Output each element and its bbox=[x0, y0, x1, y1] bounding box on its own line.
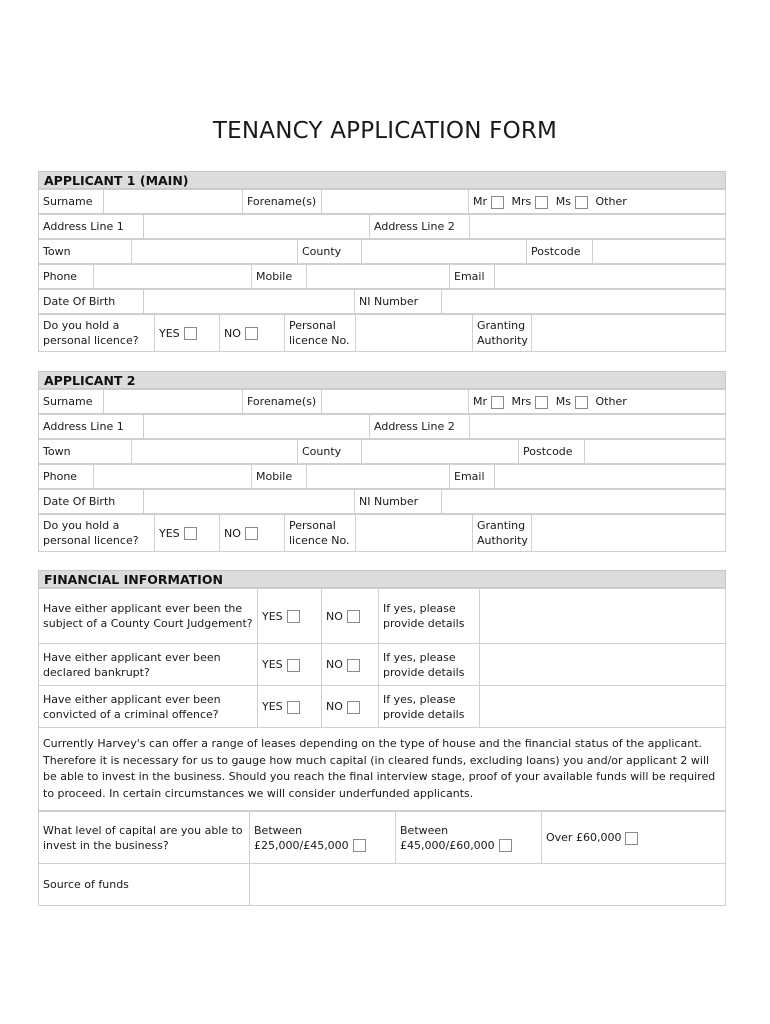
licence-yes bbox=[155, 315, 220, 352]
yes-checkbox[interactable] bbox=[287, 659, 300, 672]
licence-no-label bbox=[285, 315, 356, 352]
financial-questions-table bbox=[38, 588, 726, 811]
ccj-yes bbox=[258, 589, 322, 644]
town-input[interactable] bbox=[132, 240, 298, 264]
option-3-checkbox[interactable] bbox=[625, 832, 638, 845]
county-input[interactable] bbox=[362, 240, 527, 264]
forenames-input[interactable] bbox=[322, 390, 469, 414]
ccj-no bbox=[322, 589, 379, 644]
address2-label: Address Line 2 bbox=[370, 215, 470, 239]
mrs-checkbox[interactable] bbox=[535, 396, 548, 409]
option-2-line1: Between bbox=[400, 823, 449, 837]
mobile-input[interactable] bbox=[307, 265, 450, 289]
granting-line2: Authority bbox=[477, 534, 528, 547]
licence-yes bbox=[155, 515, 220, 552]
mobile-label: Mobile bbox=[252, 465, 307, 489]
licence-no-input[interactable] bbox=[356, 515, 473, 552]
yes-checkbox[interactable] bbox=[184, 327, 197, 340]
address2-input[interactable] bbox=[470, 415, 726, 439]
criminal-question: Have either applicant ever been convicted of a criminal offence? bbox=[39, 686, 258, 728]
section-heading: APPLICANT 2 bbox=[38, 371, 726, 389]
ms-label: Ms bbox=[555, 195, 571, 208]
email-input[interactable] bbox=[495, 265, 726, 289]
no-label: NO bbox=[326, 658, 343, 671]
section-heading: APPLICANT 1 (MAIN) bbox=[38, 171, 726, 189]
option-1-line2: £25,000/£45,000 bbox=[254, 838, 349, 852]
mr-label: Mr bbox=[473, 195, 488, 208]
capital-option-2 bbox=[396, 812, 542, 864]
licence-question-line1: Do you hold a bbox=[43, 519, 120, 532]
details-line2: provide details bbox=[383, 665, 465, 679]
no-checkbox[interactable] bbox=[347, 610, 360, 623]
address2-input[interactable] bbox=[470, 215, 726, 239]
bankrupt-question: Have either applicant ever been declared bankrupt? bbox=[39, 644, 258, 686]
postcode-label: Postcode bbox=[527, 240, 593, 264]
yes-label: YES bbox=[262, 609, 283, 623]
yes-label: YES bbox=[159, 326, 180, 340]
postcode-input[interactable] bbox=[585, 440, 726, 464]
applicant-2-section bbox=[38, 371, 726, 552]
postcode-label: Postcode bbox=[519, 440, 585, 464]
bankrupt-no bbox=[322, 644, 379, 686]
licence-question bbox=[39, 315, 155, 352]
mr-label: Mr bbox=[473, 395, 488, 408]
details-line2: provide details bbox=[383, 707, 465, 721]
granting-input[interactable] bbox=[532, 315, 726, 352]
other-label: Other bbox=[595, 395, 627, 408]
licence-question-line2: personal licence? bbox=[43, 534, 139, 547]
no-checkbox[interactable] bbox=[245, 527, 258, 540]
yes-checkbox[interactable] bbox=[184, 527, 197, 540]
email-input[interactable] bbox=[495, 465, 726, 489]
dob-input[interactable] bbox=[144, 490, 355, 514]
phone-label: Phone bbox=[39, 465, 94, 489]
other-label: Other bbox=[595, 195, 627, 208]
capital-option-1 bbox=[250, 812, 396, 864]
no-label: NO bbox=[224, 326, 241, 340]
town-input[interactable] bbox=[132, 440, 298, 464]
applicant-1-section bbox=[38, 171, 726, 352]
surname-label: Surname bbox=[39, 190, 104, 214]
mr-checkbox[interactable] bbox=[491, 196, 504, 209]
granting-label bbox=[473, 515, 532, 552]
surname-input[interactable] bbox=[104, 390, 243, 414]
bankrupt-details-label bbox=[379, 644, 480, 686]
surname-label: Surname bbox=[39, 390, 104, 414]
postcode-input[interactable] bbox=[593, 240, 726, 264]
yes-checkbox[interactable] bbox=[287, 610, 300, 623]
phone-input[interactable] bbox=[94, 465, 252, 489]
address1-label: Address Line 1 bbox=[39, 415, 144, 439]
granting-input[interactable] bbox=[532, 515, 726, 552]
option-2-line2: £45,000/£60,000 bbox=[400, 838, 495, 852]
option-1-checkbox[interactable] bbox=[353, 839, 366, 852]
granting-label bbox=[473, 315, 532, 352]
yes-checkbox[interactable] bbox=[287, 701, 300, 714]
forenames-label: Forename(s) bbox=[243, 190, 322, 214]
mrs-label: Mrs bbox=[511, 195, 532, 208]
applicant-2-table bbox=[38, 389, 726, 552]
licence-question-line2: personal licence? bbox=[43, 334, 139, 347]
source-funds-label: Source of funds bbox=[39, 864, 250, 906]
granting-line1: Granting bbox=[477, 519, 526, 532]
address1-input[interactable] bbox=[144, 415, 370, 439]
granting-line1: Granting bbox=[477, 319, 526, 332]
no-label: NO bbox=[224, 526, 241, 540]
ccj-details-label bbox=[379, 589, 480, 644]
town-label: Town bbox=[39, 440, 132, 464]
ccj-details-input[interactable] bbox=[480, 589, 726, 644]
applicant-1-table bbox=[38, 189, 726, 352]
licence-no-line1: Personal bbox=[289, 519, 336, 532]
dob-label: Date Of Birth bbox=[39, 290, 144, 314]
option-3-label: Over £60,000 bbox=[546, 831, 622, 844]
details-line1: If yes, please bbox=[383, 602, 456, 615]
licence-no-line2: licence No. bbox=[289, 534, 350, 547]
ms-checkbox[interactable] bbox=[575, 196, 588, 209]
capital-option-3 bbox=[542, 812, 726, 864]
phone-label: Phone bbox=[39, 265, 94, 289]
mobile-input[interactable] bbox=[307, 465, 450, 489]
county-label: County bbox=[298, 240, 362, 264]
no-label: NO bbox=[326, 609, 343, 623]
email-label: Email bbox=[450, 265, 495, 289]
capital-paragraph: Currently Harvey's can offer a range of leases depending on the type of house and the financial status of the applicant. Therefore it is necessary for us to gauge how much capital (in cleared funds, excluding loans) you and/or applicant 2 will be able to invest in the business. Should you reach the final interview stage, proof of your available funds will be required to proceed. In certain circumstances we will consider underfunded applicants. bbox=[39, 728, 726, 811]
licence-no bbox=[220, 515, 285, 552]
mrs-checkbox[interactable] bbox=[535, 196, 548, 209]
capital-table bbox=[38, 811, 726, 906]
ni-label: NI Number bbox=[355, 490, 442, 514]
licence-no-line2: licence No. bbox=[289, 334, 350, 347]
option-1-line1: Between bbox=[254, 823, 303, 837]
details-line1: If yes, please bbox=[383, 650, 456, 664]
criminal-no bbox=[322, 686, 379, 728]
mobile-label: Mobile bbox=[252, 265, 307, 289]
section-heading: FINANCIAL INFORMATION bbox=[38, 570, 726, 588]
source-funds-input[interactable] bbox=[250, 864, 726, 906]
dob-label: Date Of Birth bbox=[39, 490, 144, 514]
yes-label: YES bbox=[262, 700, 283, 713]
ccj-question: Have either applicant ever been the subject of a County Court Judgement? bbox=[39, 589, 258, 644]
title-options bbox=[469, 190, 726, 214]
details-line1: If yes, please bbox=[383, 692, 456, 706]
licence-no bbox=[220, 315, 285, 352]
mrs-label: Mrs bbox=[511, 395, 532, 408]
ms-label: Ms bbox=[555, 395, 571, 408]
forenames-label: Forename(s) bbox=[243, 390, 322, 414]
forenames-input[interactable] bbox=[322, 190, 469, 214]
no-label: NO bbox=[326, 700, 343, 713]
page-title: TENANCY APPLICATION FORM bbox=[212, 118, 558, 144]
ni-input[interactable] bbox=[442, 290, 726, 314]
licence-no-line1: Personal bbox=[289, 319, 336, 332]
criminal-details-input[interactable] bbox=[480, 686, 726, 728]
ni-label: NI Number bbox=[355, 290, 442, 314]
county-input[interactable] bbox=[362, 440, 519, 464]
no-checkbox[interactable] bbox=[347, 701, 360, 714]
option-2-checkbox[interactable] bbox=[499, 839, 512, 852]
licence-question bbox=[39, 515, 155, 552]
licence-no-label bbox=[285, 515, 356, 552]
ni-input[interactable] bbox=[442, 490, 726, 514]
details-line2: provide details bbox=[383, 617, 465, 630]
email-label: Email bbox=[450, 465, 495, 489]
licence-question-line1: Do you hold a bbox=[43, 319, 120, 332]
dob-input[interactable] bbox=[144, 290, 355, 314]
address1-input[interactable] bbox=[144, 215, 370, 239]
bankrupt-details-input[interactable] bbox=[480, 644, 726, 686]
no-checkbox[interactable] bbox=[245, 327, 258, 340]
mr-checkbox[interactable] bbox=[491, 396, 504, 409]
criminal-details-label bbox=[379, 686, 480, 728]
town-label: Town bbox=[39, 240, 132, 264]
yes-label: YES bbox=[159, 526, 180, 540]
title-options bbox=[469, 390, 726, 414]
capital-question: What level of capital are you able to invest in the business? bbox=[39, 812, 250, 864]
licence-no-input[interactable] bbox=[356, 315, 473, 352]
yes-label: YES bbox=[262, 658, 283, 671]
financial-section bbox=[38, 570, 726, 906]
address1-label: Address Line 1 bbox=[39, 215, 144, 239]
ms-checkbox[interactable] bbox=[575, 396, 588, 409]
granting-line2: Authority bbox=[477, 334, 528, 347]
criminal-yes bbox=[258, 686, 322, 728]
no-checkbox[interactable] bbox=[347, 659, 360, 672]
phone-input[interactable] bbox=[94, 265, 252, 289]
county-label: County bbox=[298, 440, 362, 464]
surname-input[interactable] bbox=[104, 190, 243, 214]
bankrupt-yes bbox=[258, 644, 322, 686]
address2-label: Address Line 2 bbox=[370, 415, 470, 439]
